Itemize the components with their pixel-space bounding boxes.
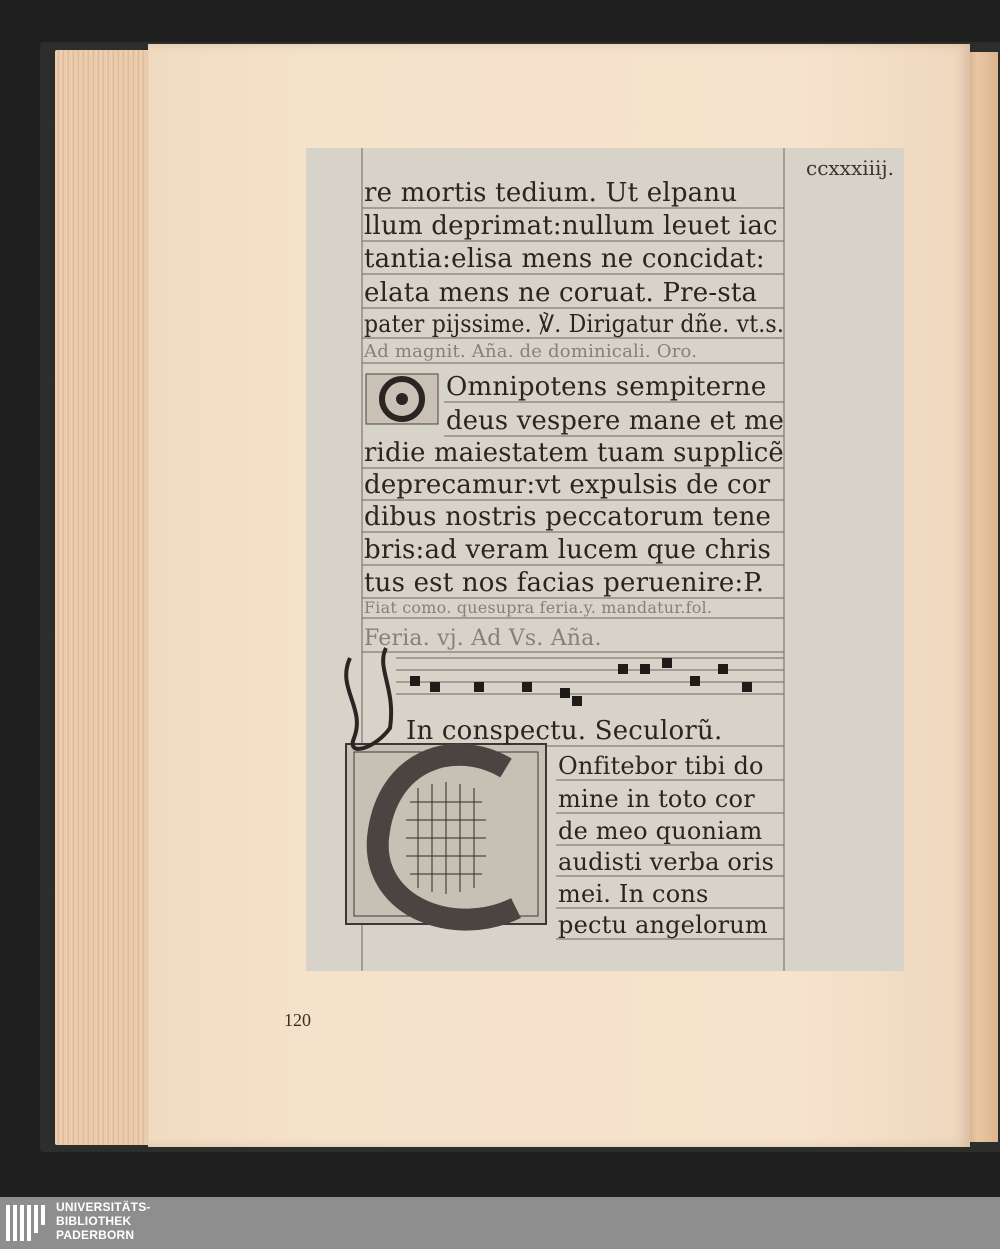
library-name	[56, 1200, 151, 1242]
library-name-line2: BIBLIOTHEK	[56, 1214, 132, 1228]
manuscript-line: Feria. vj. Ad Vs. Aña.	[364, 626, 602, 651]
manuscript-line: Onfitebor tibi do	[558, 752, 764, 780]
page-stack-edge	[55, 50, 150, 1145]
manuscript-line: re mortis tedium. Ut elpanu	[364, 178, 738, 208]
folio-mark: ccxxxiiij.	[806, 156, 894, 180]
manuscript-line: mine in toto cor	[558, 785, 755, 813]
library-name-line1: UNIVERSITÄTS-	[56, 1200, 151, 1214]
manuscript-line: Ad magnit. Añа. de dominicali. Oro.	[364, 341, 698, 362]
manuscript-line: deus vespere mane et me	[446, 406, 785, 436]
decorated-initial-c	[346, 744, 546, 924]
manuscript-line: pectu angelorum	[558, 911, 768, 939]
library-logo-icon	[4, 1201, 48, 1245]
page-number: 120	[284, 1010, 311, 1030]
manuscript-line: Fiat como. quesupra feria.y. mandatur.fol.	[364, 598, 713, 617]
manuscript-line: elata mens ne coruat. Pre-sta	[364, 278, 758, 308]
manuscript-line: ridie maiestatem tuam supplicẽ	[364, 438, 784, 468]
manuscript-line: In conspectu. Seculorũ.	[406, 716, 723, 746]
decorated-initial-o	[366, 374, 438, 424]
manuscript-line: bris:ad veram lucem que chris	[364, 535, 771, 565]
manuscript-line: mei. In cons	[558, 880, 709, 908]
manuscript-line: dibus nostris peccatorum tene	[364, 502, 772, 532]
manuscript-line: pater pijssime. ℣. Dirigatur dñe. vt.s.	[364, 310, 785, 338]
manuscript-line: deprecamur:vt expulsis de cor	[364, 470, 771, 500]
manuscript-line: de meo quoniam	[558, 817, 763, 845]
manuscript-line: tus est nos facias peruenire:P.	[364, 568, 765, 598]
flourished-initial-i	[346, 648, 391, 749]
library-name-line3: PADERBORN	[56, 1228, 135, 1242]
manuscript-line: tantia:elisa mens ne concidat:	[364, 244, 765, 274]
manuscript-line: Omnipotens sempiterne	[446, 372, 767, 402]
manuscript-plate	[306, 148, 904, 971]
manuscript-line: llum deprimat:nullum leuet iac	[364, 211, 778, 241]
manuscript-line: audisti verba oris	[558, 848, 775, 876]
